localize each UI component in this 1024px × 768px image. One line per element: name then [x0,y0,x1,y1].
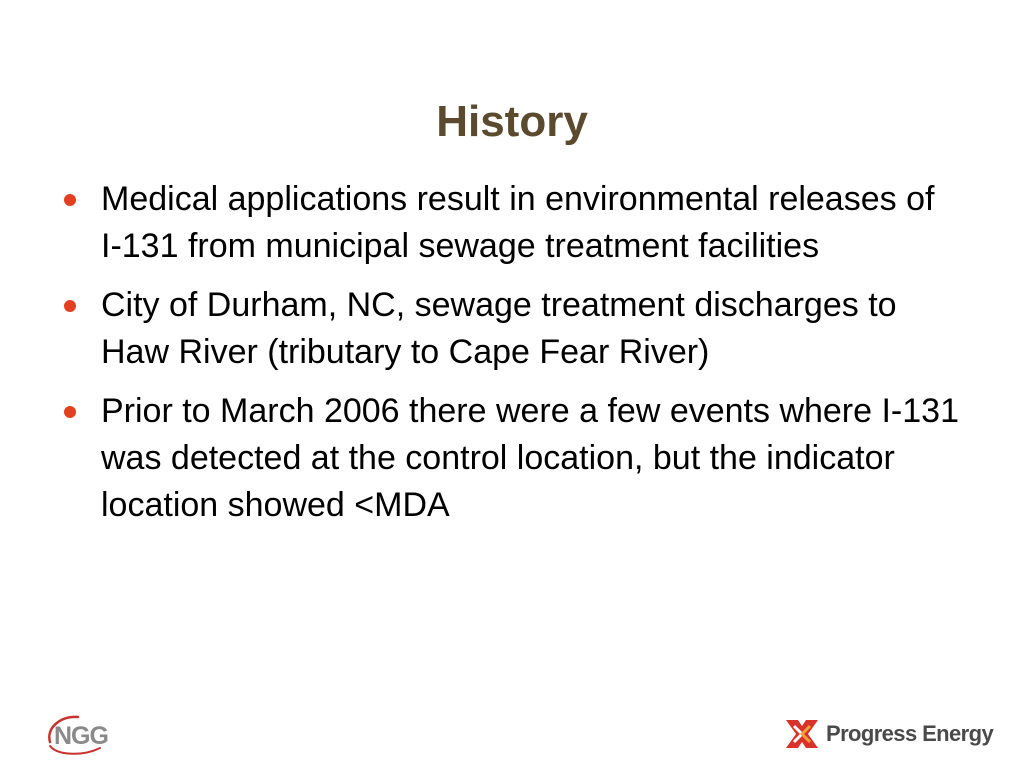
progress-energy-logo-icon [782,714,822,754]
ngg-logo [44,712,118,756]
progress-energy-logo [782,714,994,754]
bullet-item [60,282,960,376]
bullet-list [60,176,960,541]
bullet-text: Medical applications result in environmental releases of I-131 from municipal sewage treatment facilities [101,180,935,265]
bullet-dot-icon [64,300,76,312]
bullet-dot-icon [64,194,76,206]
bullet-item [60,176,960,270]
progress-energy-logo-text: Progress Energy [826,721,994,746]
bullet-item [60,388,960,529]
bullet-dot-icon [64,406,76,418]
slide-title: History [436,97,588,146]
bullet-text: City of Durham, NC, sewage treatment discharges to Haw River (tributary to Cape Fear River) [101,286,897,371]
ngg-logo-text: NGG [54,722,108,750]
ngg-logo-icon [44,712,118,756]
bullet-text: Prior to March 2006 there were a few events where I-131 was detected at the control location, but the indicator location showed <MDA [101,392,959,524]
